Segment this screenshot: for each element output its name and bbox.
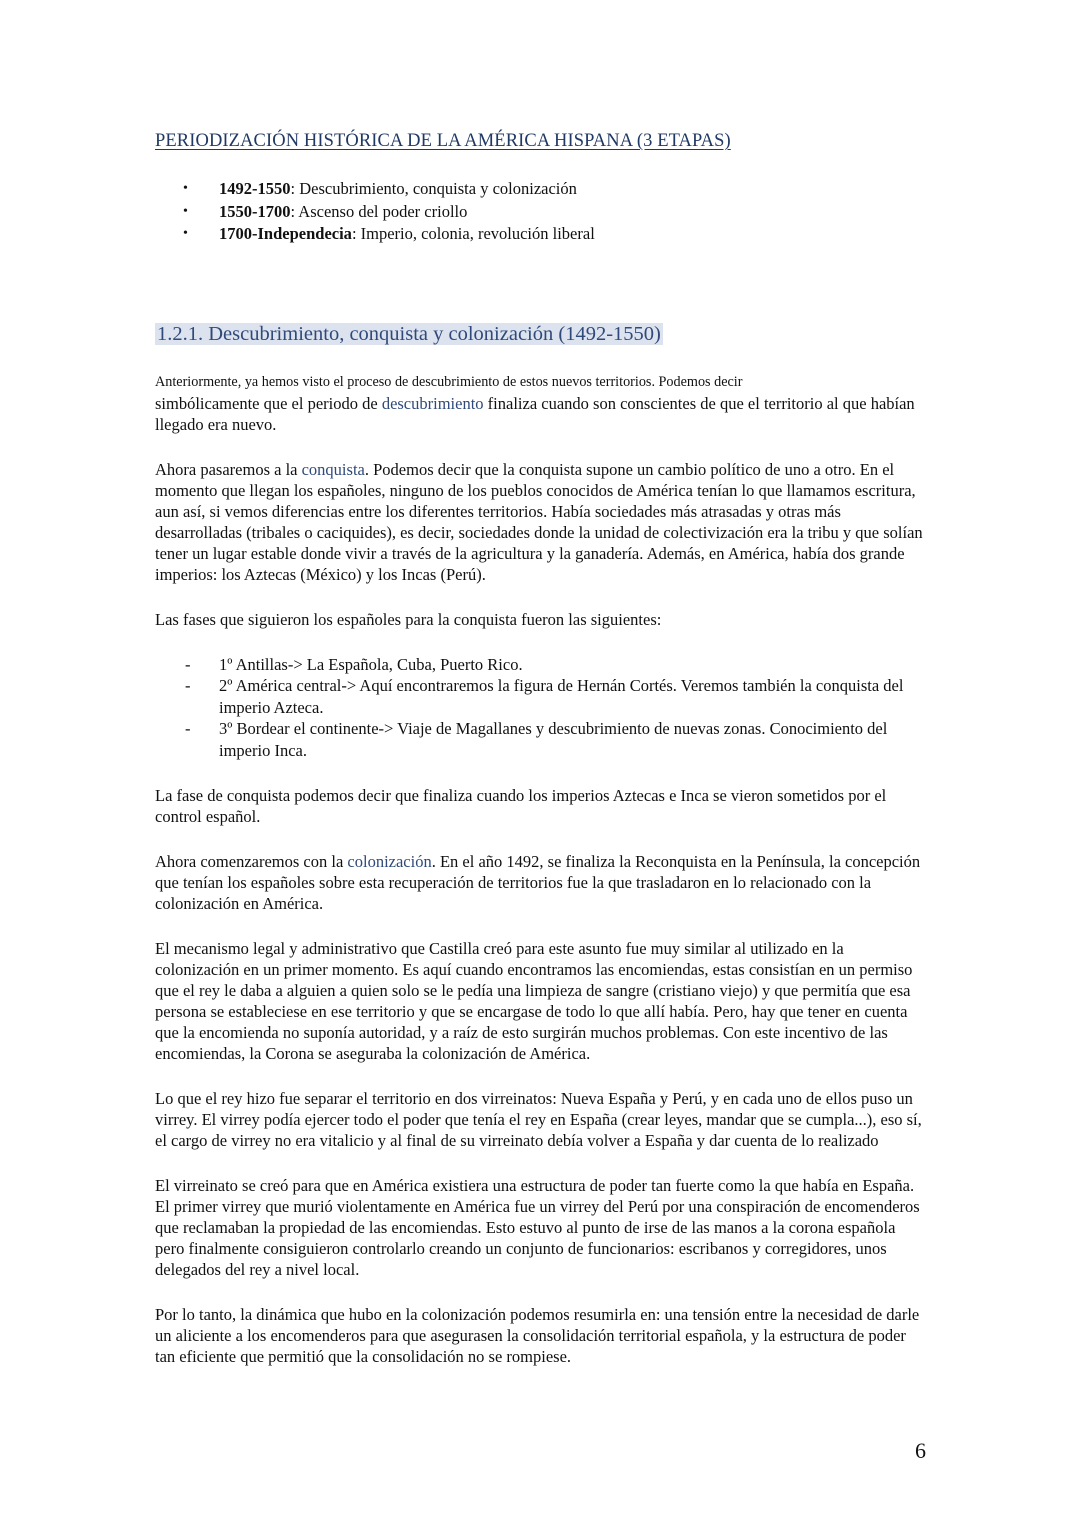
paragraph-colonization-before: Ahora comenzaremos con la — [155, 852, 348, 871]
phase-item — [155, 675, 927, 718]
period-range: 1700-Independecia — [219, 224, 352, 243]
term-colonizacion: colonización — [347, 852, 432, 871]
paragraph-colonization — [155, 851, 927, 914]
period-desc: : Ascenso del poder criollo — [290, 201, 468, 221]
paragraph-conquest-after: . Podemos decir que la conquista supone un cambio político de uno a otro. En el momento que llegan los españoles, ninguno de los pueblos conocidos de América tenían lo que llamamos escritura, aun así, si vemos diferencias entre los diferentes territorios. Había sociedades más atrasadas y otras más desarrolladas (tribales o caciquides), es decir, sociedades donde la unidad de colectivización era la tribu y que solían tener un lugar estable donde vivir a través de la agricultura y la ganadería. Además, en América, había dos grande imperios: los Aztecas (México) y los Incas (Perú). — [155, 459, 923, 584]
period-range: 1492-1550 — [219, 179, 291, 198]
dash-marker: - — [185, 654, 191, 674]
paragraph-discovery — [155, 370, 927, 435]
page-content — [155, 128, 927, 1367]
period-item — [155, 201, 927, 224]
paragraph-encomiendas: El mecanismo legal y administrativo que Castilla creó para este asunto fue muy similar al utilizado en la colonización en un primer momento. Es aquí cuando encontramos las encomiendas, estas consistían en un permiso que el rey le daba a alguien a quien solo se le pedía una limpieza de sangre (cristiano viejo) y que permitía que esa persona se estableciese en ese territorio y que se encargase de todo lo que allí había. Pero, hay que tener en cuenta que la encomienda no suponía autoridad, y a raíz de esto surgirán muchos problemas. Con este incentivo de las encomiendas, la Corona se aseguraba la colonización de América. — [155, 939, 913, 1063]
paragraph-conquest-end: La fase de conquista podemos decir que finaliza cuando los imperios Aztecas e Inca se vieron sometidos por el control español. — [155, 786, 887, 826]
paragraph-conclusion: Por lo tanto, la dinámica que hubo en la colonización podemos resumirla en: una tensión entre la necesidad de darle un aliciente a los encomenderos para que asegurasen la consolidación territorial española, y la estructura de poder tan eficiente que permitió que la consolidación no se rompiese. — [155, 1305, 920, 1366]
paragraph-virreinatos: Lo que el rey hizo fue separar el territorio en dos virreinatos: Nueva España y Perú, y en cada uno de ellos puso un virrey. El virrey podía ejercer todo el poder que tenía el rey en España (crear leyes, mandar que se cumpla...), eso sí, el cargo de virrey no era vitalicio y al final de su virreinato debía volver a España y dar cuenta de lo realizado — [155, 1089, 922, 1150]
bullet-icon: • — [183, 226, 188, 241]
period-desc: : Imperio, colonia, revolución liberal — [351, 224, 595, 243]
paragraph-conquest — [155, 459, 927, 585]
phase-text: 1º Antillas-> La Española, Cuba, Puerto Rico. — [219, 654, 523, 674]
paragraph-phases-intro: Las fases que siguieron los españoles para la conquista fueron las siguientes: — [155, 609, 662, 629]
term-conquista: conquista — [301, 459, 365, 479]
paragraph-virreinato-structure: El virreinato se creó para que en América existiera una estructura de poder tan fuerte como la que había en España. El primer virrey que murió violentamente en América fue un virrey del Perú por una conspiración de encomenderos que reclamaban la propiedad de las encomiendas. Esto estuvo al punto de irse de las manos a la corona española pero finalmente consiguieron controlarlo creando un conjunto de funcionarios: escribanos y corregidores, unos delegados del rey a nivel local. — [155, 1176, 920, 1279]
paragraph-conquest-before: Ahora pasaremos a la — [155, 459, 302, 479]
dash-marker: - — [185, 676, 191, 695]
term-descubrimiento: descubrimiento — [381, 393, 484, 413]
bullet-icon: • — [183, 203, 188, 219]
paragraph-discovery-after: finaliza cuando son conscientes de que el territorio al que habían llegado era nuevo. — [155, 393, 915, 434]
period-item — [155, 223, 927, 246]
paragraph-discovery-intro: Anteriormente, ya hemos visto el proceso de descubrimiento de estos nuevos territorios. Podemos decir — [155, 373, 743, 390]
phases-list — [155, 654, 927, 762]
period-item — [155, 178, 927, 201]
period-desc: : Descubrimiento, conquista y colonización — [290, 179, 577, 198]
section-title-text: 1.2.1. Descubrimiento, conquista y colonización (1492-1550) — [157, 322, 661, 345]
phase-text: 2º América central-> Aquí encontraremos la figura de Hernán Cortés. Veremos también la conquista del imperio Azteca. — [219, 676, 904, 717]
periods-list — [155, 178, 927, 246]
page-number: 6 — [915, 1438, 926, 1463]
phase-item — [155, 718, 927, 761]
phase-item — [155, 654, 927, 676]
section-title — [155, 320, 927, 348]
paragraph-colonization-after: . En el año 1492, se finaliza la Reconquista en la Península, la concepción que tenían los españoles sobre esta recuperación de territorios fue la que trasladaron en lo relacionado con la colonización en América. — [155, 852, 921, 913]
phase-text: 3º Bordear el continente-> Viaje de Magallanes y descubrimiento de nuevas zonas. Conocimiento del imperio Inca. — [219, 719, 888, 760]
period-range: 1550-1700 — [219, 201, 291, 221]
dash-marker: - — [185, 719, 191, 738]
bullet-icon: • — [183, 181, 188, 196]
main-heading: PERIODIZACIÓN HISTÓRICA DE LA AMÉRICA HISPANA (3 ETAPAS) — [155, 131, 731, 151]
paragraph-discovery-before: simbólicamente que el periodo de — [155, 393, 382, 413]
